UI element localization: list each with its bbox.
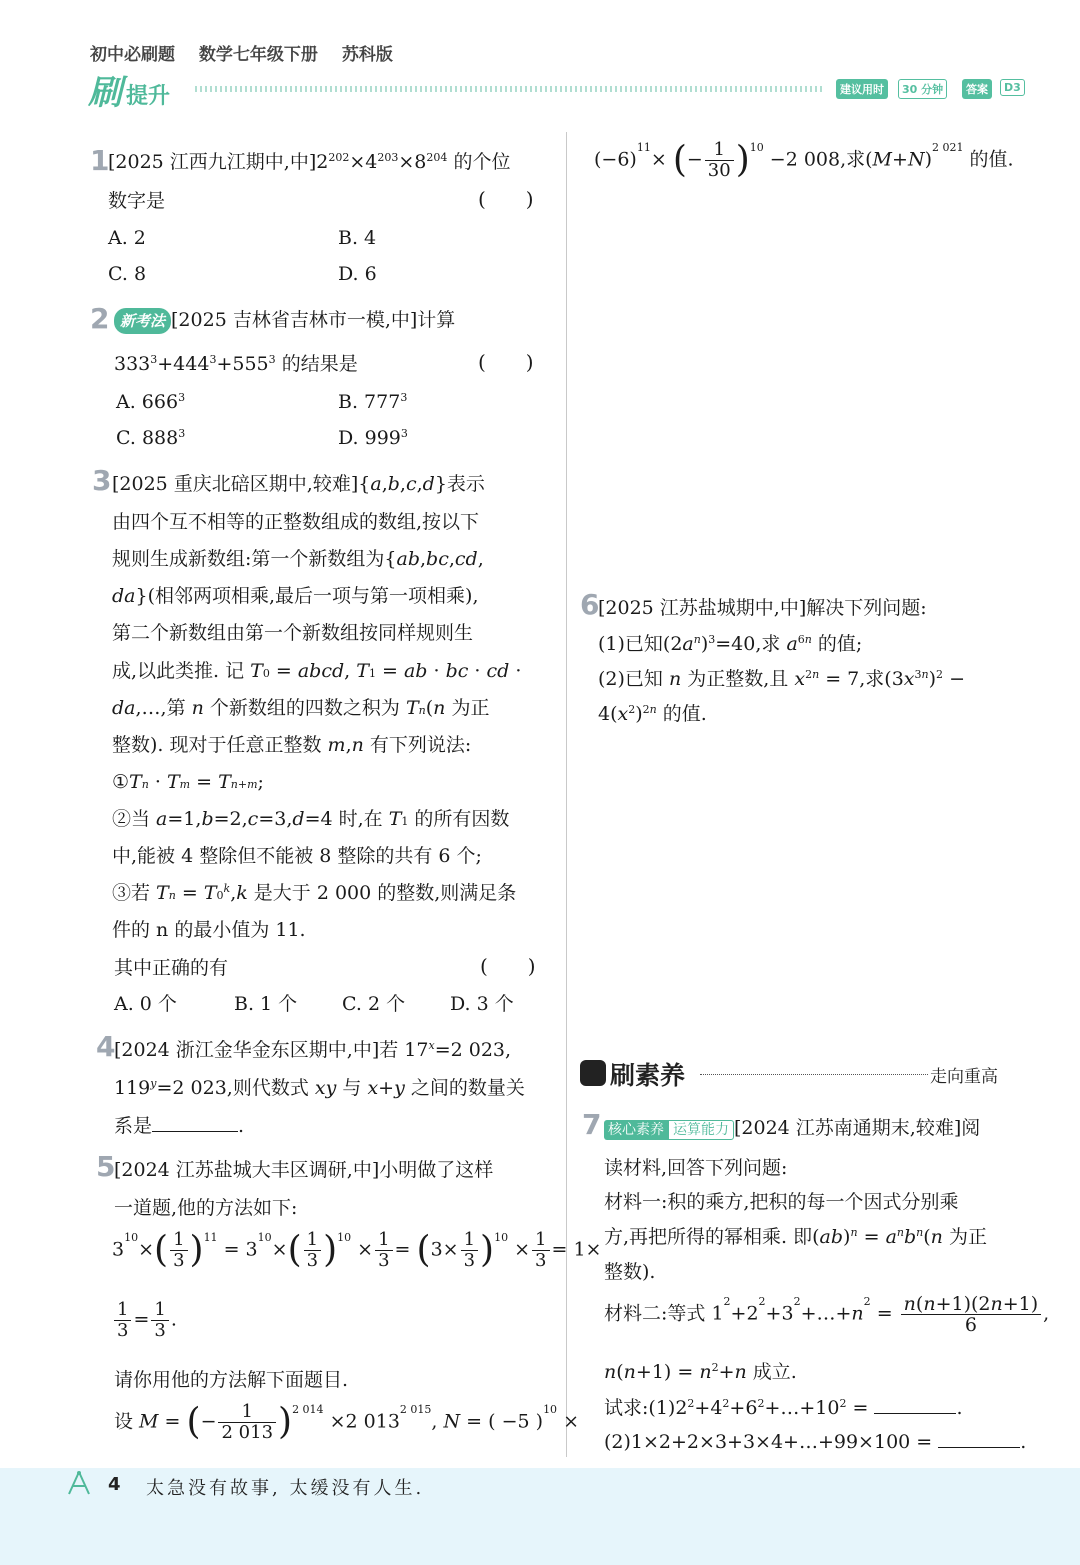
header-dotted-rule	[195, 86, 825, 92]
q1-option-d: D. 6	[338, 263, 377, 285]
question-number-1: 1	[90, 144, 110, 177]
q4-line1: [2024 浙江金华金东区期中,中]若 $17^x=2$ 023,	[114, 1039, 512, 1061]
q2-source: [2025 吉林省吉林市一模,中]计算	[171, 309, 456, 331]
q7-material1-line1: 材料一:积的乘方,把积的每一个因式分别乘	[604, 1191, 959, 1213]
q2-answer-paren: ( )	[478, 350, 534, 374]
q7-ask-2: (2)1×2+2×3+3×4+…+99×100 = .	[604, 1431, 1027, 1453]
q3-option-a: A. 0 个	[114, 993, 177, 1015]
q4-line3: 系是 .	[114, 1115, 245, 1137]
q5-method-formula: $3^{10}\times$( $\frac{1}{3}$ )$^{11} = 3^{10}\times$( $\frac{1}{3}$ )$^{10}$ × $\frac{1}{3}$ = (3× $\frac{1}{3}$ )$^{10}$ × $\frac{1}{3}$ = 1×	[112, 1229, 602, 1271]
section-brand	[88, 70, 170, 112]
q1-line2: 数字是	[108, 190, 166, 212]
q3-statement-3b: 件的 n 的最小值为 11.	[112, 919, 306, 941]
q2-option-c: C. $888^3$	[116, 427, 186, 449]
question-number-3: 3	[92, 464, 112, 497]
computing-ability-tag: 运算能力	[668, 1120, 734, 1140]
question-number-7: 7	[582, 1108, 602, 1141]
brand-sub: 提升	[126, 84, 171, 109]
q4-source: [2024 浙江金华金东区期中,中]	[114, 1039, 380, 1061]
q3-line5: 第二个新数组由第一个新数组按同样规则生	[112, 622, 474, 644]
page-number: 4	[108, 1474, 121, 1495]
question-number-5: 5	[96, 1150, 116, 1183]
new-method-badge: 新考法	[114, 308, 171, 334]
q3-line7: da,…,第 n 个新数组的四数之积为 $T_n(n$ 为正	[112, 697, 490, 719]
question-number-4: 4	[96, 1030, 116, 1063]
answer-tag-label: 答案	[962, 79, 992, 99]
q2-option-a: A. $666^3$	[116, 391, 186, 413]
q4-line2: $119^y=2$ 023,则代数式 xy 与 x+y 之间的数量关	[114, 1077, 525, 1099]
q3-line1: [2025 重庆北碚区期中,较难]{a,b,c,d}表示	[112, 473, 485, 495]
q2-option-d: D. $999^3$	[338, 427, 408, 449]
q5-problem-line: 设 M = (− $\frac{1}{2 013}$ )$^{2 014}$ ×2 $013^{2 015}$, N = ( −5 )$^{10}$ ×	[114, 1401, 580, 1443]
q7-material2: 材料二:等式 $1^2+2^2+3^2+\dots+n^2$ = $\frac{n(n+1)(2n+1)}{6}$ ,	[604, 1293, 1050, 1336]
time-tag-label: 建议用时	[836, 79, 888, 99]
q5-line1: [2024 江苏盐城大丰区调研,中]小明做了这样	[114, 1159, 494, 1181]
question-number-2: 2	[90, 302, 110, 335]
q3-statement-2b: 中,能被 4 整除但不能被 8 整除的共有 6 个;	[112, 845, 482, 867]
q3-line8: 整数). 现对于任意正整数 m,n 有下列说法:	[112, 734, 472, 756]
q3-which-correct: 其中正确的有	[114, 957, 229, 979]
compass-icon	[64, 1470, 94, 1496]
q6-part2a: (2)已知 n 为正整数,且 $x^{2n} = 7$,求$(3x^{3n})^2$ −	[598, 668, 965, 690]
q1-source: [2025 江西九江期中,中]	[108, 151, 317, 173]
q3-line4: da}(相邻两项相乘,最后一项与第一项相乘),	[112, 585, 479, 607]
q4-answer-blank[interactable]	[152, 1131, 238, 1132]
q3-statement-1: $①T_n \cdot T_m = T_{n+m}$;	[112, 771, 264, 793]
q7-source: [2024 江苏南通期末,较难]阅	[734, 1117, 981, 1139]
section-right-label: 走向重高	[930, 1067, 998, 1087]
question-number-6: 6	[580, 588, 600, 621]
core-literacy-tag: 核心素养	[604, 1120, 668, 1140]
q7-line1	[604, 1116, 980, 1142]
q3-statement-2a: ②当 a=1,b=2,c=3,d=4 时,在 $T_1$ 的所有因数	[112, 808, 510, 830]
q7-ask-1: 试求$:(1)2^2+4^2+6^2+\dots+10^2$ = .	[604, 1397, 963, 1419]
q6-part2b: $4(x^2)^{2n}$ 的值.	[598, 703, 707, 725]
q2-line2: $333^3+444^3+555^3$ 的结果是	[114, 353, 358, 375]
section-icon	[580, 1060, 606, 1086]
book-title-line	[90, 40, 411, 65]
q3-answer-paren: ( )	[480, 954, 536, 978]
section-dotted-rule	[700, 1074, 928, 1075]
q7-material1-line3: 整数).	[604, 1261, 656, 1283]
q3-line3: 规则生成新数组:第一个新数组为{ab,bc,cd,	[112, 548, 484, 570]
q1-line1: [2025 江西九江期中,中]$2^{202}\times 4^{203}\times 8^{204}$ 的个位	[108, 151, 511, 173]
q7-material1-line2: 方,再把所得的幂相乘. 即$(ab)^n = a^nb^n(n$ 为正	[604, 1226, 987, 1248]
q3-statement-3a: ③若 $T_n = T_0^k,k$ 是大于 2 000 的整数,则满足条	[112, 882, 517, 904]
section-title: 刷素养	[610, 1061, 686, 1090]
book-subject: 数学七年级下册	[198, 45, 318, 65]
q1-option-c: C. 8	[108, 263, 147, 285]
q2-line1	[114, 308, 455, 334]
q5-instruction: 请你用他的方法解下面题目.	[114, 1369, 349, 1391]
q3-line6: 成,以此类推. 记 $T_0$ = abcd, $T_1$ = ab · bc · cd ·	[112, 660, 522, 682]
brand-main: 刷	[88, 73, 122, 113]
answer-tag-page: D3	[1000, 79, 1025, 96]
q6-part1: (1)已知$(2a^n)^3=40$,求 $a^{6n}$ 的值;	[598, 633, 863, 655]
q5-method-result: $\frac{1}{3}$ = $\frac{1}{3}$ .	[112, 1300, 177, 1341]
q1-option-b: B. 4	[338, 227, 377, 249]
q7-answer-blank-1[interactable]	[874, 1413, 956, 1414]
book-title: 初中必刷题	[90, 45, 175, 65]
footer-slogan: 太急没有故事, 太缓没有人生.	[146, 1478, 425, 1499]
q6-source: [2025 江苏盐城期中,中]解决下列问题:	[598, 597, 927, 619]
q3-option-c: C. 2 个	[342, 993, 406, 1015]
q3-option-b: B. 1 个	[234, 993, 298, 1015]
q1-tail: 的个位	[453, 151, 511, 173]
q2-tail: 的结果是	[281, 353, 358, 375]
q3-option-d: D. 3 个	[450, 993, 514, 1015]
q1-option-a: A. 2	[108, 227, 146, 249]
q2-option-b: B. $777^3$	[338, 391, 408, 413]
time-tag-value: 30 分钟	[898, 79, 947, 99]
book-edition: 苏科版	[341, 45, 393, 65]
q7-material2-cont: $n(n+1) = n^2+n$ 成立.	[604, 1361, 797, 1383]
q7-answer-blank-2[interactable]	[938, 1447, 1020, 1448]
q7-line2: 读材料,回答下列问题:	[604, 1157, 788, 1179]
q3-source: [2025 重庆北碚区期中,较难]	[112, 473, 359, 495]
q1-answer-paren: ( )	[478, 187, 534, 211]
q3-line2: 由四个互不相等的正整数组成的数组,按以下	[112, 511, 480, 533]
q5-continuation: $(-6)^{11}\times$ (− $\frac{1}{30}$ )$^{10}$ −2 008,求$(M+N)^{2 021}$ 的值.	[594, 139, 1014, 181]
q5-source: [2024 江苏盐城大丰区调研,中]	[114, 1159, 380, 1181]
q5-line2: 一道题,他的方法如下:	[114, 1197, 298, 1219]
